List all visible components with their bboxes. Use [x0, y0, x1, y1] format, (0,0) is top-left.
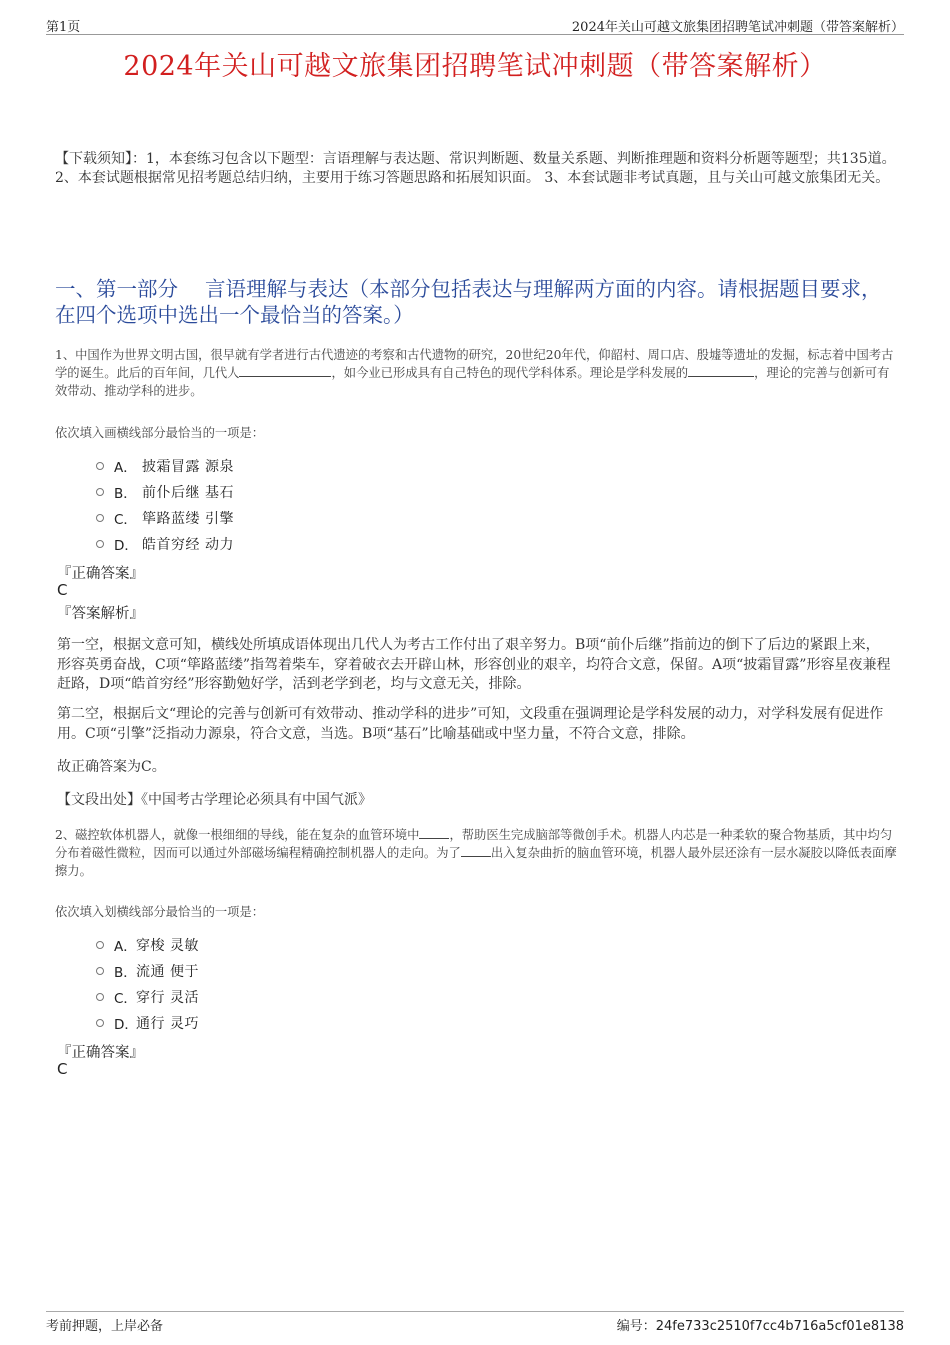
question-1-stem — [55, 346, 900, 400]
question-2-options — [96, 932, 199, 1036]
fill-blank — [461, 844, 491, 857]
option-d[interactable]: D． 通行 灵巧 — [96, 1010, 199, 1036]
question-2-stem — [55, 826, 900, 880]
question-1-analysis-label: 『答案解析』 — [57, 606, 144, 622]
question-1-options — [96, 453, 234, 557]
question-2-stem-part3: 出入复杂曲折的脑血管环境，机器人最外层还涂有一层水凝胶以降低表面摩擦力。 — [55, 846, 897, 878]
option-a[interactable]: A． 披霜冒露 源泉 — [96, 453, 234, 479]
question-2-answer-label: 『正确答案』 — [57, 1045, 144, 1061]
option-c[interactable]: C． 穿行 灵活 — [96, 984, 199, 1010]
option-b[interactable]: B． 前仆后继 基石 — [96, 479, 234, 505]
question-1-answer-label: 『正确答案』 — [57, 566, 144, 582]
question-2-stem-part2: ，帮助医生完成脑部等微创手术。机器人内芯是一种柔软的聚合物基质，其中均匀分布着磁性微粒，因而可以通过外部磁场编程精确控制机器人的走向。为了 — [55, 828, 893, 860]
question-1-stem-part3: ，理论的完善与创新可有效带动、推动学科的进步。 — [55, 366, 890, 398]
download-notice: 【下载须知】：1，本套练习包含以下题型：言语理解与表达题、常识判断题、数量关系题、判断推理题和资料分析题等题型；共135道。 2、本套试题根据常见招考题总结归纳，主要用于练习答题思路和拓展知识面。 3、本套试题非考试真题，且与关山可越文旅集团无关。 — [55, 151, 896, 186]
analysis-conclusion: 故正确答案为C。 — [57, 759, 166, 775]
question-1-stem-part1: 1、中国作为世界文明古国，很早就有学者进行古代遗迹的考察和古代遗物的研究，20世纪20年代，仰韶村、周口店、殷墟等遗址的发掘，标志着中国考古学的诞生。此后的百年间，几代人 — [55, 348, 894, 380]
radio-icon[interactable] — [96, 488, 104, 496]
radio-icon[interactable] — [96, 1019, 104, 1027]
radio-icon[interactable] — [96, 967, 104, 975]
question-2-answer: C — [57, 1060, 68, 1078]
analysis-paragraph-1: 第一空，根据文意可知，横线处所填成语体现出几代人为考古工作付出了艰辛努力。B项“前仆后继”指前边的倒下了后边的紧跟上来，形容英勇奋战，C项“筚路蓝缕”指驾着柴车，穿着破衣去开辟山林，形容创业的艰辛，均符合文意，保留。A项“披霜冒露”形容星夜兼程赶路，D项“皓首穷经”形容勤勉好学，活到老学到老，均与文意无关，排除。 — [57, 637, 891, 692]
radio-icon[interactable] — [96, 941, 104, 949]
question-2-stem-part1: 2、磁控软体机器人，就像一根细细的导线，能在复杂的血管环境中 — [55, 828, 420, 842]
footer-code: 编号：24fe733c2510f7cc4b716a5cf01e8138 — [616, 1319, 904, 1334]
fill-blank — [419, 826, 449, 839]
question-1-answer: C — [57, 581, 68, 599]
option-a[interactable]: A． 穿梭 灵敏 — [96, 932, 199, 958]
radio-icon[interactable] — [96, 993, 104, 1001]
option-b[interactable]: B． 流通 便于 — [96, 958, 199, 984]
section-heading: 一、第一部分 言语理解与表达（本部分包括表达与理解两方面的内容。请根据题目要求，在四个选项中选出一个最恰当的答案。） — [55, 277, 882, 327]
analysis-paragraph-2: 第二空，根据后文“理论的完善与创新可有效带动、推动学科的进步”可知，文段重在强调理论是学科发展的动力，对学科发展有促进作用。C项“引擎”泛指动力源泉，符合文意，当选。B项“基石”比喻基础或中坚力量，不符合文意，排除。 — [57, 706, 884, 742]
radio-icon[interactable] — [96, 514, 104, 522]
footer-slogan: 考前押题，上岸必备 — [46, 1319, 164, 1334]
passage-source: 【文段出处】《中国考古学理论必须具有中国气派》 — [57, 792, 372, 808]
document-title: 2024年关山可越文旅集团招聘笔试冲刺题（带答案解析） — [123, 51, 827, 82]
page-header — [46, 14, 904, 35]
page-footer — [46, 1311, 904, 1336]
option-c[interactable]: C． 筚路蓝缕 引擎 — [96, 505, 234, 531]
page-number: 第1页 — [46, 20, 81, 35]
fill-blank — [688, 364, 754, 377]
radio-icon[interactable] — [96, 540, 104, 548]
option-d[interactable]: D． 皓首穷经 动力 — [96, 531, 234, 557]
question-2-prompt: 依次填入划横线部分最恰当的一项是： — [55, 905, 265, 919]
radio-icon[interactable] — [96, 462, 104, 470]
question-1-prompt: 依次填入画横线部分最恰当的一项是： — [55, 426, 265, 440]
header-doc-name: 2024年关山可越文旅集团招聘笔试冲刺题（带答案解析） — [571, 20, 904, 35]
question-1-stem-part2: ，如今业已形成具有自己特色的现代学科体系。理论是学科发展的 — [331, 366, 689, 380]
fill-blank — [239, 364, 331, 377]
